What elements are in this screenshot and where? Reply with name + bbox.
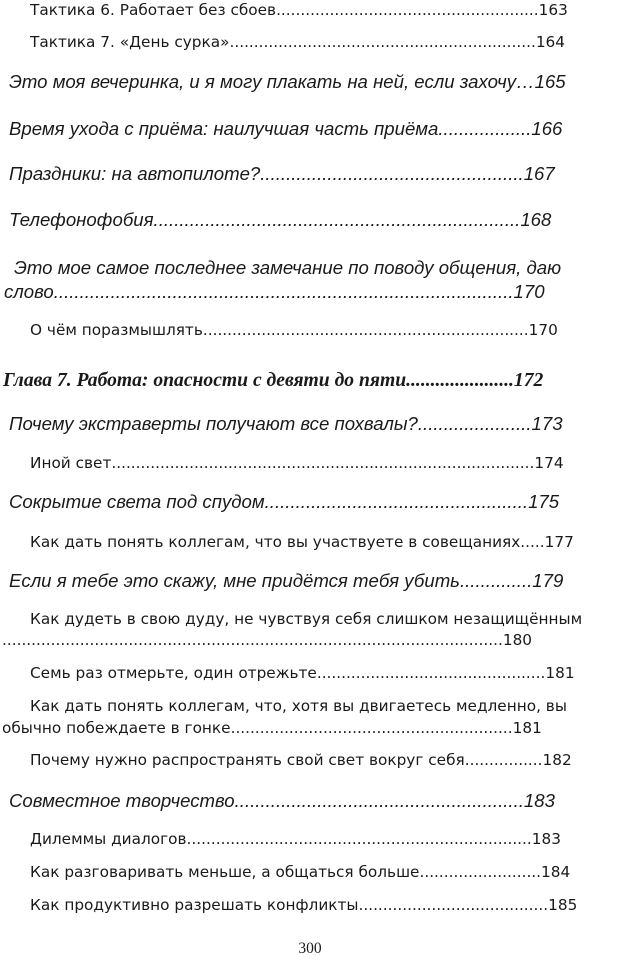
toc-entry-meetings[interactable]: Как дать понять коллегам, что вы участвуете в совещаниях.....177 <box>30 533 574 551</box>
toc-entry-own-horn-line-2[interactable]: .......................................................................................................180 <box>2 631 533 649</box>
toc-entry-reflect[interactable]: О чём поразмышлять...................................................................170 <box>30 321 558 339</box>
toc-entry-dialogue-dilemmas[interactable]: Дилеммы диалогов.......................................................................183 <box>30 830 561 848</box>
toc-entry-spread-light[interactable]: Почему нужно распространять свой свет вокруг себя................182 <box>30 751 572 769</box>
toc-entry-talk-less[interactable]: Как разговаривать меньше, а общаться больше.........................184 <box>30 863 571 881</box>
toc-entry-if-i-tell-you[interactable]: Если я тебе это скажу, мне придётся тебя убить..............179 <box>9 570 564 591</box>
toc-entry-tactic-6[interactable]: Тактика 6. Работает без сбоев......................................................163 <box>30 1 568 19</box>
toc-entry-co-creation[interactable]: Совместное творчество........................................................183 <box>9 790 555 811</box>
toc-entry-last-word-line-2[interactable]: слово.........................................................................................170 <box>4 281 545 302</box>
toc-entry-party[interactable]: Это моя вечеринка, и я могу плакать на ней, если захочу…165 <box>9 71 566 92</box>
toc-entry-last-word-line-1[interactable]: Это мое самое последнее замечание по поводу общения, даю <box>14 257 562 278</box>
toc-entry-leaving[interactable]: Время ухода с приёма: наилучшая часть приёма..................166 <box>9 118 563 139</box>
toc-entry-conflicts[interactable]: Как продуктивно разрешать конфликты.......................................185 <box>30 896 578 914</box>
toc-entry-tactic-7[interactable]: Тактика 7. «День сурка»...............................................................164 <box>30 33 566 51</box>
toc-entry-hiding-light[interactable]: Сокрытие света под спудом...................................................175 <box>9 491 560 512</box>
toc-entry-measure-twice[interactable]: Семь раз отмерьте, один отрежьте...............................................181 <box>30 664 575 682</box>
toc-entry-holidays[interactable]: Праздники: на автопилоте?...................................................167 <box>9 163 555 184</box>
toc-entry-other-light[interactable]: Иной свет.......................................................................................174 <box>30 454 564 472</box>
toc-entry-telephonophobia[interactable]: Телефонофобия.......................................................................168 <box>9 209 552 230</box>
toc-entry-chapter-7[interactable]: Глава 7. Работа: опасности с девяти до пяти......................172 <box>3 370 544 391</box>
toc-entry-slow-win-line-1[interactable]: Как дать понять коллегам, что, хотя вы двигаетесь медленно, вы <box>30 697 567 715</box>
toc-entry-own-horn-line-1[interactable]: Как дудеть в свою дуду, не чувствуя себя слишком незащищённым <box>30 610 583 628</box>
toc-entry-extroverts-praise[interactable]: Почему экстраверты получают все похвалы?......................173 <box>9 413 563 434</box>
toc-entry-slow-win-line-2[interactable]: обычно побеждаете в гонке..........................................................181 <box>2 719 542 737</box>
page-number: 300 <box>298 940 322 957</box>
